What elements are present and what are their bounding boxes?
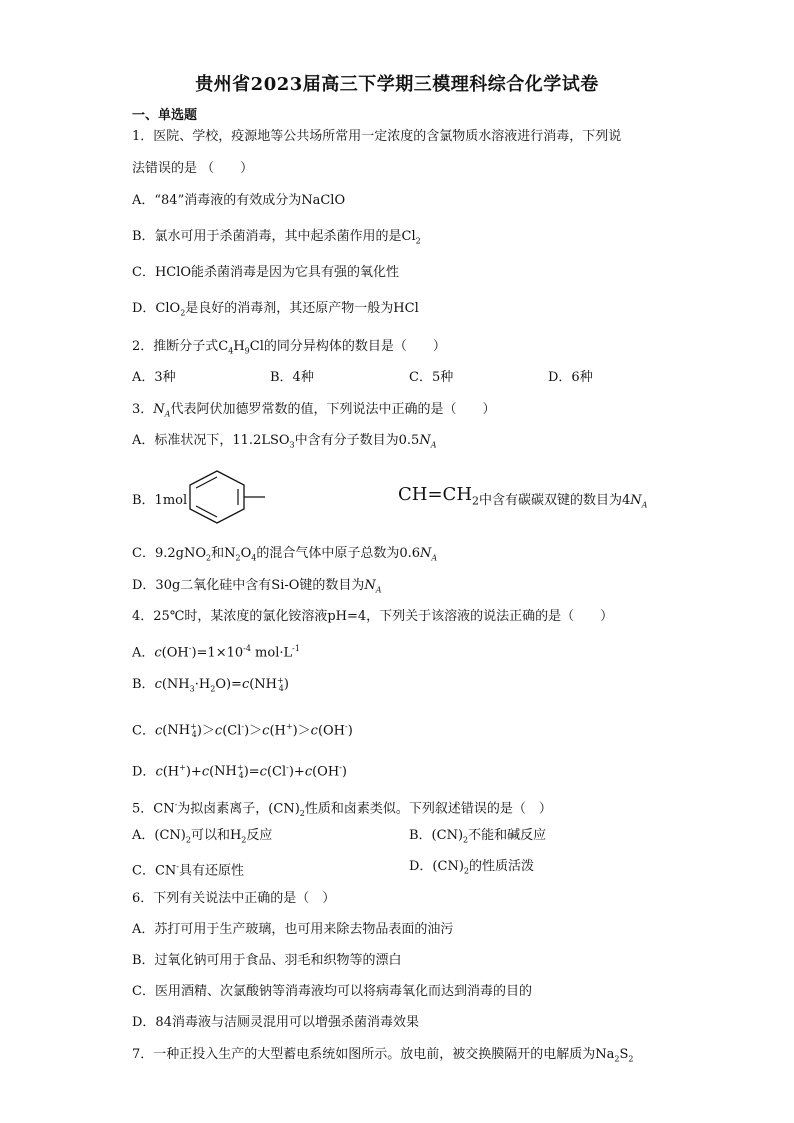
q6-option-a: A．苏打可用于生产玻璃，也可用来除去物品表面的油污 [132,922,454,937]
vinyl-group-text: $CH=CH_2$ [398,484,480,508]
q2-option-d: D．6种 [548,370,593,385]
q3-option-b-text: 中含有碳碳双键的数目为$4N_A$ [479,493,648,510]
q3-option-b-label: B．1mol [132,493,188,508]
q4-option-a: A．$c(OH^-)=1\times 10^{-4}$ $mol\cdot L^{-1}$ [132,644,300,661]
exam-title: 贵州省2023届高三下学期三模理科综合化学试卷 [195,74,599,95]
q4-option-d: D．$c(H^+)+c(NH^+_4)=c(Cl^-)+c(OH^-)$ [132,763,347,781]
q2-option-c: C．5种 [409,370,454,385]
ammonium-ion: $NH^+_4$ [254,676,284,693]
q2-stem: 2．推断分子式$C_4H_9Cl$的同分异构体的数目是（ ） [132,339,446,356]
q4-option-c: C．$c(NH^+_4)>c(Cl^-)>c(H^+)>c(OH^-)$ [132,722,353,740]
ammonium-ion: $NH^+_4$ [214,763,244,781]
q3-option-c: C．9.2gNO$_2$和$N_2O_4$的混合气体中原子总数为$0.6N_A$ [132,546,438,563]
q6-stem: 6．下列有关说法中正确的是（ ） [132,891,336,906]
ammonium-ion: $NH^+_4$ [167,722,197,740]
q1-option-c: C．HClO能杀菌消毒是因为它具有强的氧化性 [132,265,400,280]
q1-option-b: B．氯水可用于杀菌消毒，其中起杀菌作用的是$Cl_2$ [132,229,421,246]
q3-option-d: D．30g二氧化硅中含有Si-O键的数目为$N_A$ [132,578,382,595]
q5-stem: 5．CN-为拟卤素离子，$(CN)_2$性质和卤素类似。下列叙述错误的是（ ） [132,800,552,818]
q6-option-c: C．医用酒精、次氯酸钠等消毒液均可以将病毒氧化而达到消毒的目的 [132,984,532,999]
benzene-ring-icon [182,468,402,524]
q7-stem: 7．一种正投入生产的大型蓄电系统如图所示。放电前，被交换膜隔开的电解质为$Na_2S_2$ [132,1047,634,1064]
q1-stem-line2: 法错误的是 （ ） [132,161,254,176]
q3-stem: 3．$N_A$代表阿伏加德罗常数的值，下列说法中正确的是（ ） [132,402,496,419]
q4-option-b: B．$c(NH_3\cdot H_2O)=c(NH^+_4)$ [132,676,289,694]
q5-option-d: D．$(CN)_2$的性质活泼 [409,859,534,876]
q3-option-a: A．标准状况下，$11.2LSO_3$中含有分子数目为$0.5N_A$ [132,433,437,450]
q5-option-b: B．$(CN)_2$不能和碱反应 [409,828,547,845]
q4-stem: 4．25℃时，某浓度的氯化铵溶液pH=4，下列关于该溶液的说法正确的是（ ） [132,609,614,624]
q1-stem-line1: 1．医院、学校，疫源地等公共场所常用一定浓度的含氯物质水溶液进行消毒，下列说 [132,129,622,144]
q5-option-c: C．CN-具有还原性 [132,862,244,879]
q6-option-b: B．过氧化钠可用于食品、羽毛和织物等的漂白 [132,953,402,968]
q1-option-d: D．ClO$_2$是良好的消毒剂，其还原产物一般为HCl [132,301,419,318]
q6-option-d: D．84消毒液与洁厕灵混用可以增强杀菌消毒效果 [132,1015,419,1030]
q2-option-a: A．3种 [132,370,176,385]
q5-option-a: A．$(CN)_2$可以和$H_2$反应 [132,828,273,845]
q2-option-b: B．4种 [270,370,314,385]
section-heading: 一、单选题 [132,108,198,123]
q1-option-a: A．“84”消毒液的有效成分为NaClO [132,193,346,208]
